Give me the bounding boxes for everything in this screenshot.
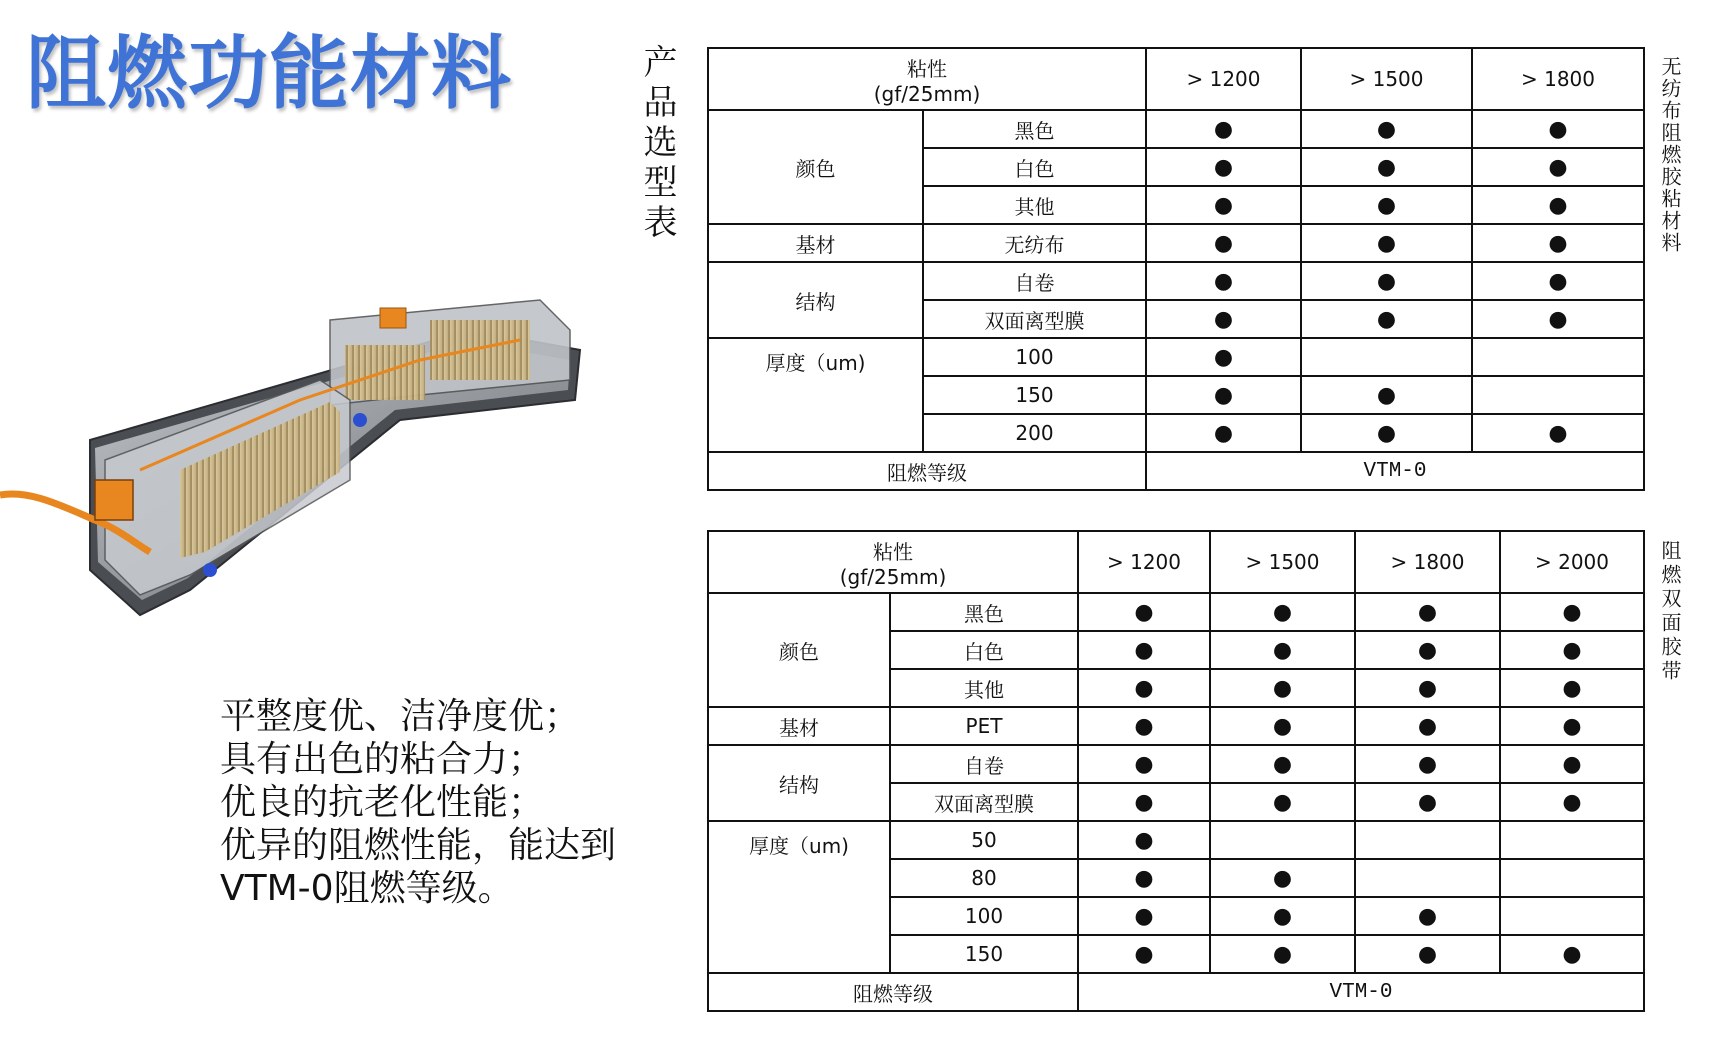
feature-line: 优异的阻燃性能，能达到 [220, 825, 617, 866]
option-label: 双面离型膜 [890, 783, 1078, 821]
grade-header: > 1800 [1472, 48, 1644, 110]
availability-dot: ● [1472, 186, 1644, 224]
adhesion-unit: (gf/25mm) [873, 81, 981, 106]
availability-dot: ● [1301, 300, 1472, 338]
grade-header: > 1200 [1146, 48, 1301, 110]
availability-dot: ● [1472, 148, 1644, 186]
empty-cell [1355, 859, 1500, 897]
availability-dot: ● [1500, 745, 1644, 783]
availability-dot: ● [1472, 224, 1644, 262]
table1-side-label: 无纺布阻燃胶粘材料 [1658, 56, 1682, 254]
empty-cell [1301, 338, 1472, 376]
table-row [708, 745, 1644, 783]
option-label: 50 [890, 821, 1078, 859]
pack-blue-accent-2 [353, 413, 367, 427]
availability-dot: ● [1210, 593, 1355, 631]
availability-dot: ● [1500, 631, 1644, 669]
empty-cell [1500, 821, 1644, 859]
availability-dot: ● [1355, 593, 1500, 631]
availability-dot: ● [1301, 186, 1472, 224]
row-group-label: 基材 [708, 707, 890, 745]
availability-dot: ● [1146, 186, 1301, 224]
grade-header: > 1500 [1301, 48, 1472, 110]
availability-dot: ● [1078, 669, 1210, 707]
empty-cell [1472, 376, 1644, 414]
availability-dot: ● [1210, 935, 1355, 973]
option-label: 100 [890, 897, 1078, 935]
availability-dot: ● [1472, 262, 1644, 300]
empty-cell [1500, 859, 1644, 897]
availability-dot: ● [1146, 148, 1301, 186]
page-title: 阻燃功能材料 [26, 27, 512, 120]
battery-pack-image [0, 290, 590, 650]
availability-dot: ● [1301, 376, 1472, 414]
availability-dot: ● [1500, 783, 1644, 821]
table2-side-label: 阻燃双面胶带 [1658, 540, 1682, 684]
row-group-label: 颜色 [708, 593, 890, 707]
row-group-label: 厚度（um) [708, 338, 923, 452]
option-label: 自卷 [890, 745, 1078, 783]
pack-orange-connector [380, 308, 406, 328]
availability-dot: ● [1078, 859, 1210, 897]
availability-dot: ● [1500, 593, 1644, 631]
option-label: 其他 [923, 186, 1146, 224]
option-label: 白色 [923, 148, 1146, 186]
grade-header: > 1500 [1210, 531, 1355, 593]
table-row [708, 338, 1644, 376]
feature-line: 具有出色的粘合力； [220, 739, 545, 780]
availability-dot: ● [1301, 148, 1472, 186]
pack-front-connector [95, 480, 133, 520]
spec-table-double-sided-tape [707, 530, 1645, 1012]
availability-dot: ● [1472, 414, 1644, 452]
availability-dot: ● [1355, 935, 1500, 973]
availability-dot: ● [1301, 262, 1472, 300]
spec-table-nonwoven [707, 47, 1645, 491]
availability-dot: ● [1210, 783, 1355, 821]
option-label: 双面离型膜 [923, 300, 1146, 338]
availability-dot: ● [1146, 338, 1301, 376]
availability-dot: ● [1210, 897, 1355, 935]
availability-dot: ● [1210, 745, 1355, 783]
flame-rating-label: 阻燃等级 [708, 452, 1146, 490]
availability-dot: ● [1078, 935, 1210, 973]
option-label: 无纺布 [923, 224, 1146, 262]
table-row [708, 593, 1644, 631]
table-row [708, 973, 1644, 1011]
pack-blue-accent-1 [203, 563, 217, 577]
availability-dot: ● [1355, 707, 1500, 745]
availability-dot: ● [1210, 631, 1355, 669]
availability-dot: ● [1301, 110, 1472, 148]
feature-line: 平整度优、洁净度优； [220, 696, 581, 737]
availability-dot: ● [1355, 897, 1500, 935]
availability-dot: ● [1078, 631, 1210, 669]
availability-dot: ● [1078, 897, 1210, 935]
option-label: 150 [923, 376, 1146, 414]
availability-dot: ● [1355, 631, 1500, 669]
flame-rating-value: VTM-0 [1146, 452, 1644, 490]
availability-dot: ● [1210, 859, 1355, 897]
adhesion-unit: (gf/25mm) [839, 564, 947, 589]
flame-rating-value: VTM-0 [1078, 973, 1644, 1011]
availability-dot: ● [1078, 783, 1210, 821]
option-label: PET [890, 707, 1078, 745]
option-label: 自卷 [923, 262, 1146, 300]
option-label: 200 [923, 414, 1146, 452]
empty-cell [1355, 821, 1500, 859]
option-label: 150 [890, 935, 1078, 973]
feature-line: 优良的抗老化性能； [220, 782, 545, 823]
row-group-label: 厚度（um) [708, 821, 890, 973]
grade-header: > 2000 [1500, 531, 1644, 593]
pack-rear-cells [430, 320, 530, 380]
option-label: 80 [890, 859, 1078, 897]
availability-dot: ● [1500, 935, 1644, 973]
table-row [708, 262, 1644, 300]
row-group-label: 结构 [708, 745, 890, 821]
availability-dot: ● [1472, 110, 1644, 148]
availability-dot: ● [1301, 224, 1472, 262]
availability-dot: ● [1301, 414, 1472, 452]
availability-dot: ● [1146, 300, 1301, 338]
availability-dot: ● [1355, 783, 1500, 821]
table-row [708, 821, 1644, 859]
availability-dot: ● [1500, 707, 1644, 745]
option-label: 白色 [890, 631, 1078, 669]
availability-dot: ● [1078, 707, 1210, 745]
availability-dot: ● [1146, 224, 1301, 262]
availability-dot: ● [1146, 110, 1301, 148]
table-row [708, 224, 1644, 262]
availability-dot: ● [1078, 593, 1210, 631]
option-label: 其他 [890, 669, 1078, 707]
empty-cell [1210, 821, 1355, 859]
availability-dot: ● [1472, 300, 1644, 338]
availability-dot: ● [1146, 262, 1301, 300]
option-label: 黑色 [890, 593, 1078, 631]
table-header-row [708, 48, 1644, 110]
adhesion-label: 粘性 [907, 56, 947, 81]
availability-dot: ● [1210, 707, 1355, 745]
option-label: 黑色 [923, 110, 1146, 148]
adhesion-header-cell [708, 48, 1146, 110]
grade-header: > 1200 [1078, 531, 1210, 593]
adhesion-header-cell [708, 531, 1078, 593]
option-label: 100 [923, 338, 1146, 376]
table-row [708, 452, 1644, 490]
availability-dot: ● [1210, 669, 1355, 707]
availability-dot: ● [1355, 745, 1500, 783]
feature-line: VTM-0阻燃等级。 [220, 868, 514, 909]
row-group-label: 颜色 [708, 110, 923, 224]
flame-rating-label: 阻燃等级 [708, 973, 1078, 1011]
empty-cell [1500, 897, 1644, 935]
table-row [708, 707, 1644, 745]
row-group-label: 基材 [708, 224, 923, 262]
availability-dot: ● [1500, 669, 1644, 707]
availability-dot: ● [1355, 669, 1500, 707]
selection-table-label: 产品选型表 [637, 44, 677, 244]
empty-cell [1472, 338, 1644, 376]
availability-dot: ● [1078, 821, 1210, 859]
adhesion-label: 粘性 [873, 539, 913, 564]
table-row [708, 110, 1644, 148]
table-header-row [708, 531, 1644, 593]
grade-header: > 1800 [1355, 531, 1500, 593]
availability-dot: ● [1146, 414, 1301, 452]
availability-dot: ● [1146, 376, 1301, 414]
feature-list [220, 695, 616, 910]
availability-dot: ● [1078, 745, 1210, 783]
row-group-label: 结构 [708, 262, 923, 338]
